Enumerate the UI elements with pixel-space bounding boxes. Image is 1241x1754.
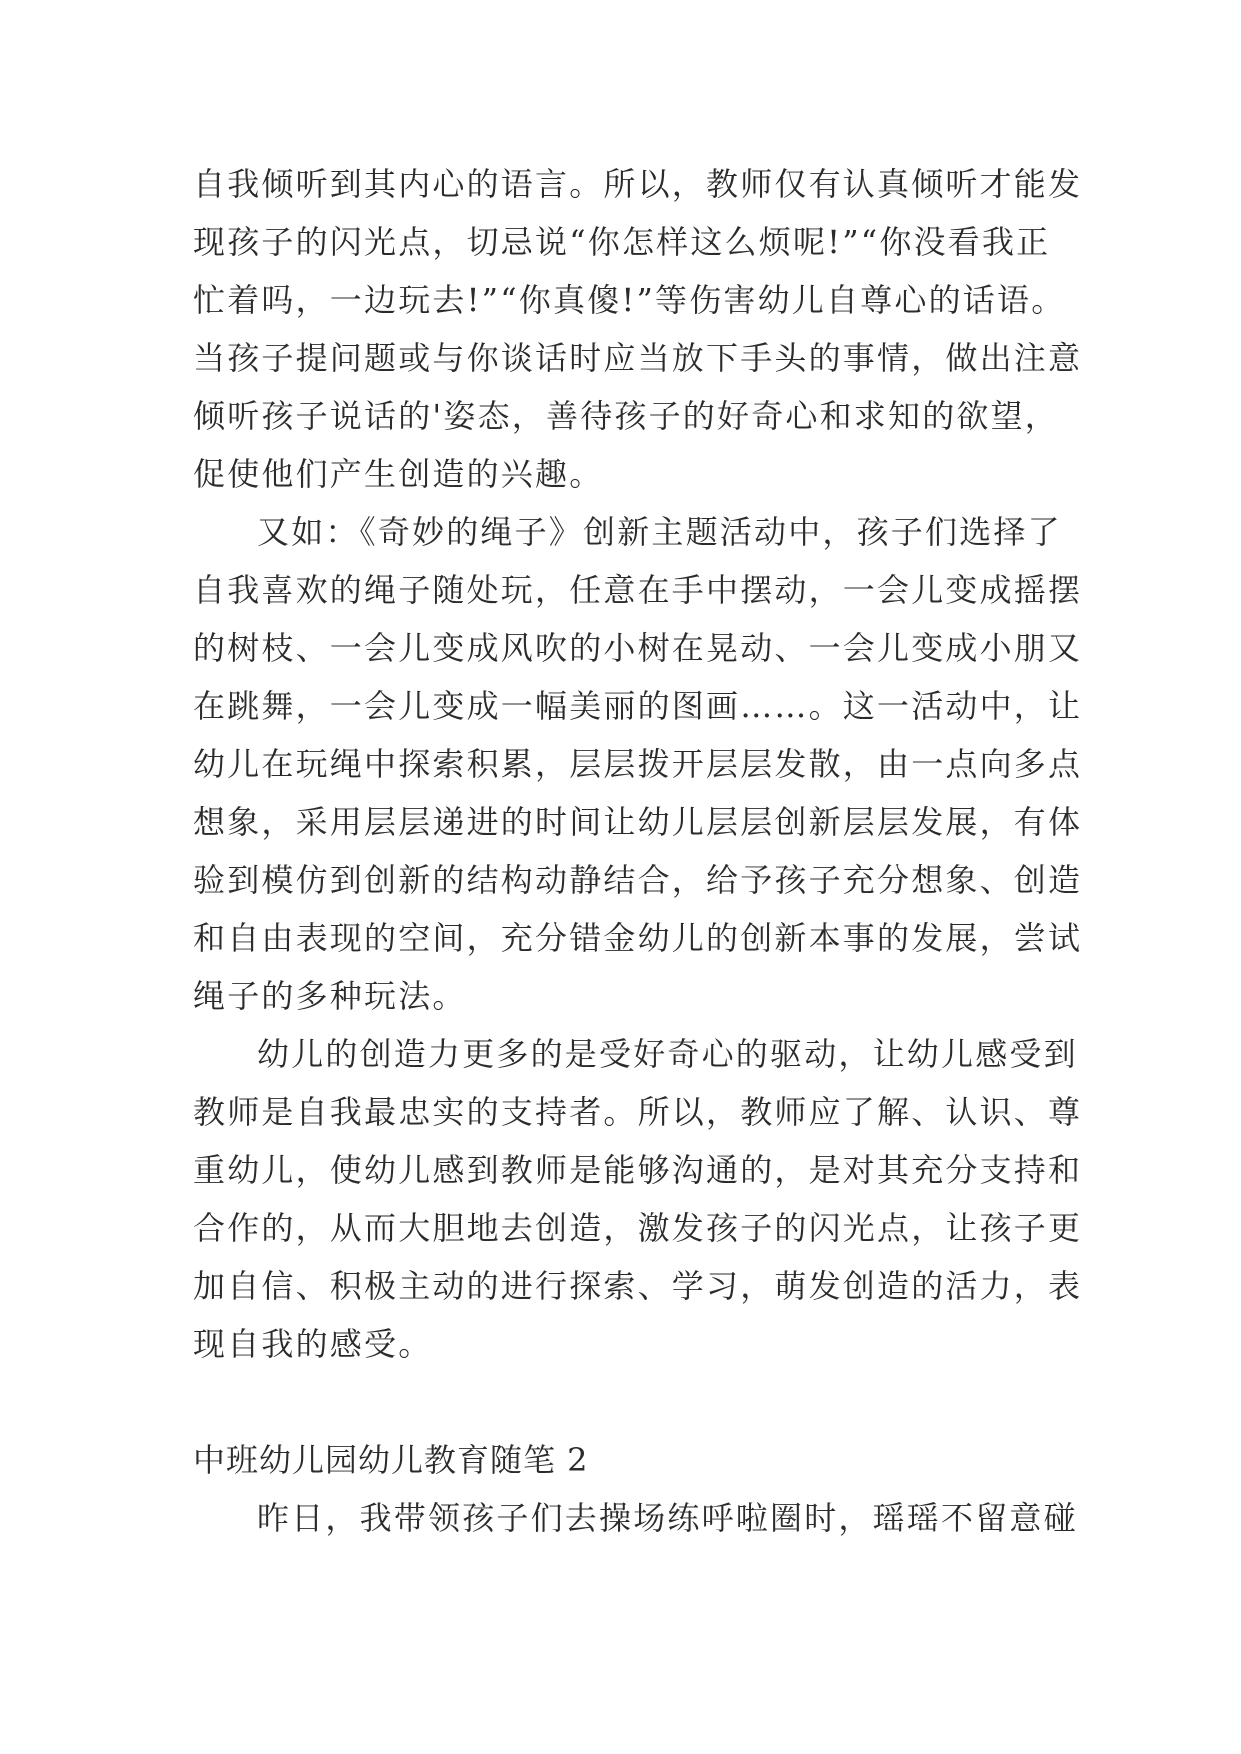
section-title: 中班幼儿园幼儿教育随笔 2	[193, 1441, 589, 1479]
paragraph-line: 绳子的多种玩法。	[193, 977, 467, 1015]
paragraph-line: 自我喜欢的绳子随处玩，任意在手中摆动，一会儿变成摇摆	[193, 571, 1083, 609]
paragraph-line: 自我倾听到其内心的语言。所以，教师仅有认真倾听才能发	[193, 165, 1083, 203]
paragraph-line: 昨日，我带领孩子们去操场练呼啦圈时，瑶瑶不留意碰	[257, 1499, 1078, 1537]
paragraph-line: 教师是自我最忠实的支持者。所以，教师应了解、认识、尊	[193, 1093, 1083, 1131]
paragraph-line: 当孩子提问题或与你谈话时应当放下手头的事情，做出注意	[193, 339, 1083, 377]
paragraph-line: 促使他们产生创造的兴趣。	[193, 455, 604, 493]
paragraph-line: 重幼儿，使幼儿感到教师是能够沟通的，是对其充分支持和	[193, 1151, 1083, 1189]
paragraph-line: 合作的，从而大胆地去创造，激发孩子的闪光点，让孩子更	[193, 1209, 1083, 1247]
paragraph-line: 幼儿在玩绳中探索积累，层层拨开层层发散，由一点向多点	[193, 745, 1083, 783]
paragraph-line: 验到模仿到创新的结构动静结合，给予孩子充分想象、创造	[193, 861, 1083, 899]
paragraph-line: 幼儿的创造力更多的是受好奇心的驱动，让幼儿感受到	[257, 1035, 1078, 1073]
paragraph-line: 的树枝、一会儿变成风吹的小树在晃动、一会儿变成小朋又	[193, 629, 1083, 667]
paragraph-line: 又如：《奇妙的绳子》创新主题活动中，孩子们选择了	[257, 513, 1062, 551]
paragraph-line: 想象，采用层层递进的时间让幼儿层层创新层层发展，有体	[193, 803, 1083, 841]
paragraph-line: 忙着吗，一边玩去!”“你真傻!”等伤害幼儿自尊心的话语。	[193, 281, 1066, 319]
paragraph-line: 现自我的感受。	[193, 1325, 433, 1363]
paragraph-line: 倾听孩子说话的'姿态，善待孩子的好奇心和求知的欲望，	[193, 397, 1059, 435]
paragraph-line: 在跳舞，一会儿变成一幅美丽的图画……。这一活动中，让	[193, 687, 1083, 725]
paragraph-line: 加自信、积极主动的进行探索、学习，萌发创造的活力，表	[193, 1267, 1083, 1305]
paragraph-line: 和自由表现的空间，充分错金幼儿的创新本事的发展，尝试	[193, 919, 1083, 957]
paragraph-line: 现孩子的闪光点，切忌说“你怎样这么烦呢!”“你没看我正	[193, 223, 1051, 261]
